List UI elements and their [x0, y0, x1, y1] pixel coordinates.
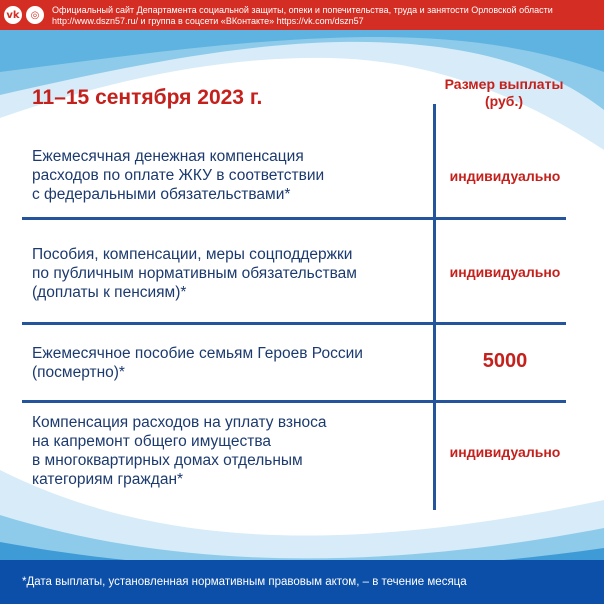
header-links-line[interactable]: http://www.dszn57.ru/ и группа в соцсети «ВКонтакте» https://vk.com/dszn57	[52, 16, 364, 26]
amount-column-header	[434, 76, 574, 110]
row-divider-1	[22, 217, 566, 220]
table-row-1-description	[32, 147, 428, 204]
footnote: *Дата выплаты, установленная нормативным правовым актом, – в течение месяца	[22, 576, 467, 588]
header-site-line: Официальный сайт Департамента социальной защиты, опеки и попечительства, труда и занятости Орловской области	[52, 5, 553, 15]
row-1-line: расходов по оплате ЖКУ в соответствии	[32, 167, 325, 184]
table-row-4-amount: индивидуально	[449, 444, 561, 460]
row-4-line: категориям граждан*	[32, 471, 184, 488]
vk-icon[interactable]: vk	[4, 6, 22, 24]
table-row-1-amount: индивидуально	[449, 168, 561, 184]
column-divider	[433, 104, 436, 510]
row-1-line: Ежемесячная денежная компенсация	[32, 148, 304, 165]
table-row-3-description	[32, 344, 428, 382]
globe-icon[interactable]: ◎	[26, 6, 44, 24]
row-2-line: (доплаты к пенсиям)*	[32, 284, 187, 301]
row-3-line: Ежемесячное пособие семьям Героев России	[32, 345, 363, 362]
table-row-2-amount: индивидуально	[449, 264, 561, 280]
table-row-4-description	[32, 413, 428, 489]
row-divider-3	[22, 400, 566, 403]
header-bar	[0, 0, 604, 30]
header-icons	[4, 6, 44, 24]
footer-bar	[0, 560, 604, 604]
row-2-line: по публичным нормативным обязательствам	[32, 265, 357, 282]
row-4-line: Компенсация расходов на уплату взноса	[32, 414, 327, 431]
row-3-line: (посмертно)*	[32, 364, 125, 381]
row-1-line: с федеральными обязательствами*	[32, 186, 291, 203]
row-2-line: Пособия, компенсации, меры соцподдержки	[32, 246, 353, 263]
row-4-line: в многоквартирных домах отдельным	[32, 452, 303, 469]
amount-column-header-line2: (руб.)	[484, 93, 523, 109]
row-4-line: на капремонт общего имущества	[32, 433, 272, 450]
table-row-3-amount: 5000	[482, 350, 528, 372]
payment-date-title: 11–15 сентября 2023 г.	[32, 86, 263, 109]
row-divider-2	[22, 322, 566, 325]
amount-column-header-line1: Размер выплаты	[444, 76, 564, 92]
table-row-2-description	[32, 245, 428, 302]
